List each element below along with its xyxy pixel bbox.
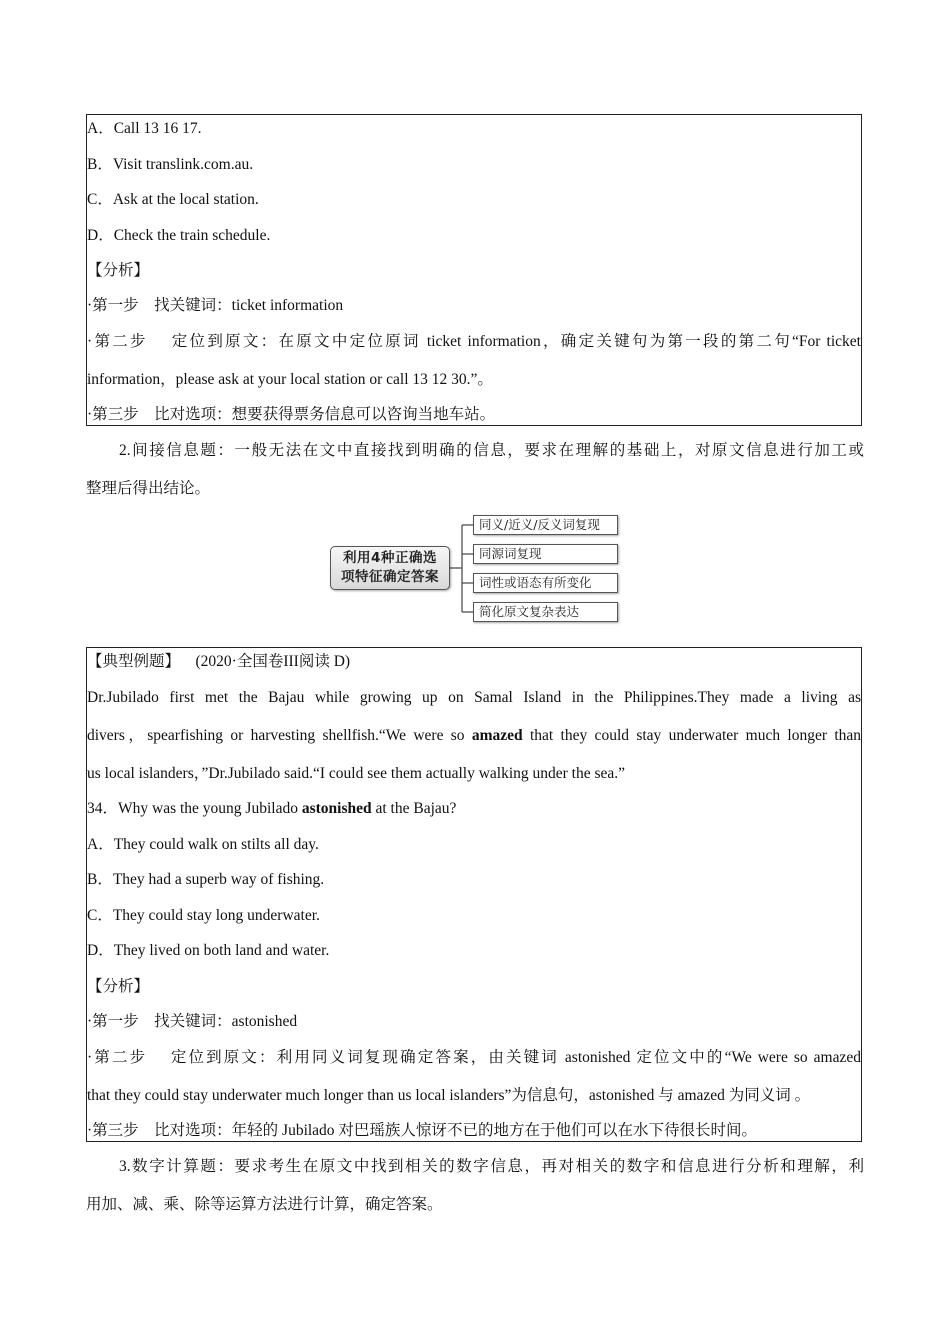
question-part-b: at the Bajau? [371, 800, 457, 817]
example-option-c: C．They could stay long underwater. [87, 907, 320, 924]
example-analysis-heading: 【分析】 [87, 978, 150, 995]
example-label: 【典型例题】 [87, 653, 181, 670]
step-two-line-2: information，please ask at your local station or call 13 12 30.”。 [87, 371, 493, 388]
mind-map-node-synonym: 同义/近义/反义词复现 [473, 515, 618, 535]
analysis-heading: 【分析】 [87, 262, 150, 279]
question-34 [87, 799, 861, 819]
example-header [87, 652, 861, 672]
question-part-a: 34．Why was the young Jubilado [87, 800, 302, 817]
passage-line-2-part-a: divers，spearfishing or harvesting shellfish.“We were so [87, 727, 472, 744]
step-three: ·第三步 比对选项：想要获得票务信息可以咨询当地车站。 [87, 406, 496, 423]
step-one: ·第一步 找关键词：ticket information [87, 297, 344, 314]
mind-map-diagram [330, 512, 630, 626]
passage-line-3: us local islanders，”Dr.Jubilado said.“I could see them actually walking under the sea.” [87, 765, 626, 782]
option-d: D．Check the train schedule. [87, 227, 271, 244]
passage-line-2-part-b: that they could stay underwater much longer than [522, 727, 861, 744]
mind-map-node-cognate: 同源词复现 [473, 544, 618, 564]
step-two-line-1: ·第二步 定位到原文：在原文中定位原词 ticket information，确定关键句为第一段的第二句“For ticket [87, 333, 861, 350]
example-step-one: ·第一步 找关键词：astonished [87, 1013, 298, 1030]
mind-map-node-simplify: 简化原文复杂表达 [473, 602, 618, 622]
example-option-b: B．They had a superb way of fishing. [87, 871, 325, 888]
example-step-two-line-2: that they could stay underwater much longer than us local islanders”为信息句，astonished 与 amazed 为同义词 。 [87, 1087, 811, 1104]
section-3-paragraph-line-2: 用加、减、乘、除等运算方法进行计算，确定答案。 [86, 1196, 443, 1213]
section-2-paragraph-line-2: 整理后得出结论。 [86, 480, 211, 497]
example-option-d: D．They lived on both land and water. [87, 942, 330, 959]
mind-map-root-line-2: 项特征确定答案 [341, 569, 439, 585]
answer-analysis-box-1 [86, 114, 862, 426]
option-b: B．Visit translink.com.au. [87, 156, 254, 173]
mind-map-root-line-1: 利用4种正确选 [343, 550, 437, 566]
example-step-three: ·第三步 比对选项：年轻的 Jubilado 对巴瑶族人惊讶不已的地方在于他们可以在水下待很长时间。 [87, 1122, 757, 1139]
passage-line-1: Dr.Jubilado first met the Bajau while growing up on Samal Island in the Philippines.They made a living as [87, 689, 861, 706]
option-a: A．Call 13 16 17. [87, 120, 202, 137]
example-source: (2020·全国卷III阅读 D) [195, 653, 351, 670]
example-box-2 [86, 647, 862, 1142]
section-2-paragraph-line-1: 2.间接信息题：一般无法在文中直接找到明确的信息，要求在理解的基础上，对原文信息进行加工或 [119, 442, 864, 459]
question-keyword-astonished: astonished [301, 800, 372, 817]
mind-map-node-part-of-speech: 词性或语态有所变化 [473, 573, 618, 593]
section-3-paragraph-line-1: 3.数字计算题：要求考生在原文中找到相关的数字信息，再对相关的数字和信息进行分析和理解，利 [119, 1158, 864, 1175]
example-step-two-line-1: ·第二步 定位到原文：利用同义词复现确定答案，由关键词 astonished 定位文中的“We were so amazed [87, 1049, 861, 1066]
option-c: C．Ask at the local station. [87, 191, 259, 208]
passage-keyword-amazed: amazed [471, 727, 523, 744]
example-option-a: A．They could walk on stilts all day. [87, 836, 319, 853]
passage-line-2 [87, 726, 861, 746]
mind-map-root [330, 546, 450, 590]
